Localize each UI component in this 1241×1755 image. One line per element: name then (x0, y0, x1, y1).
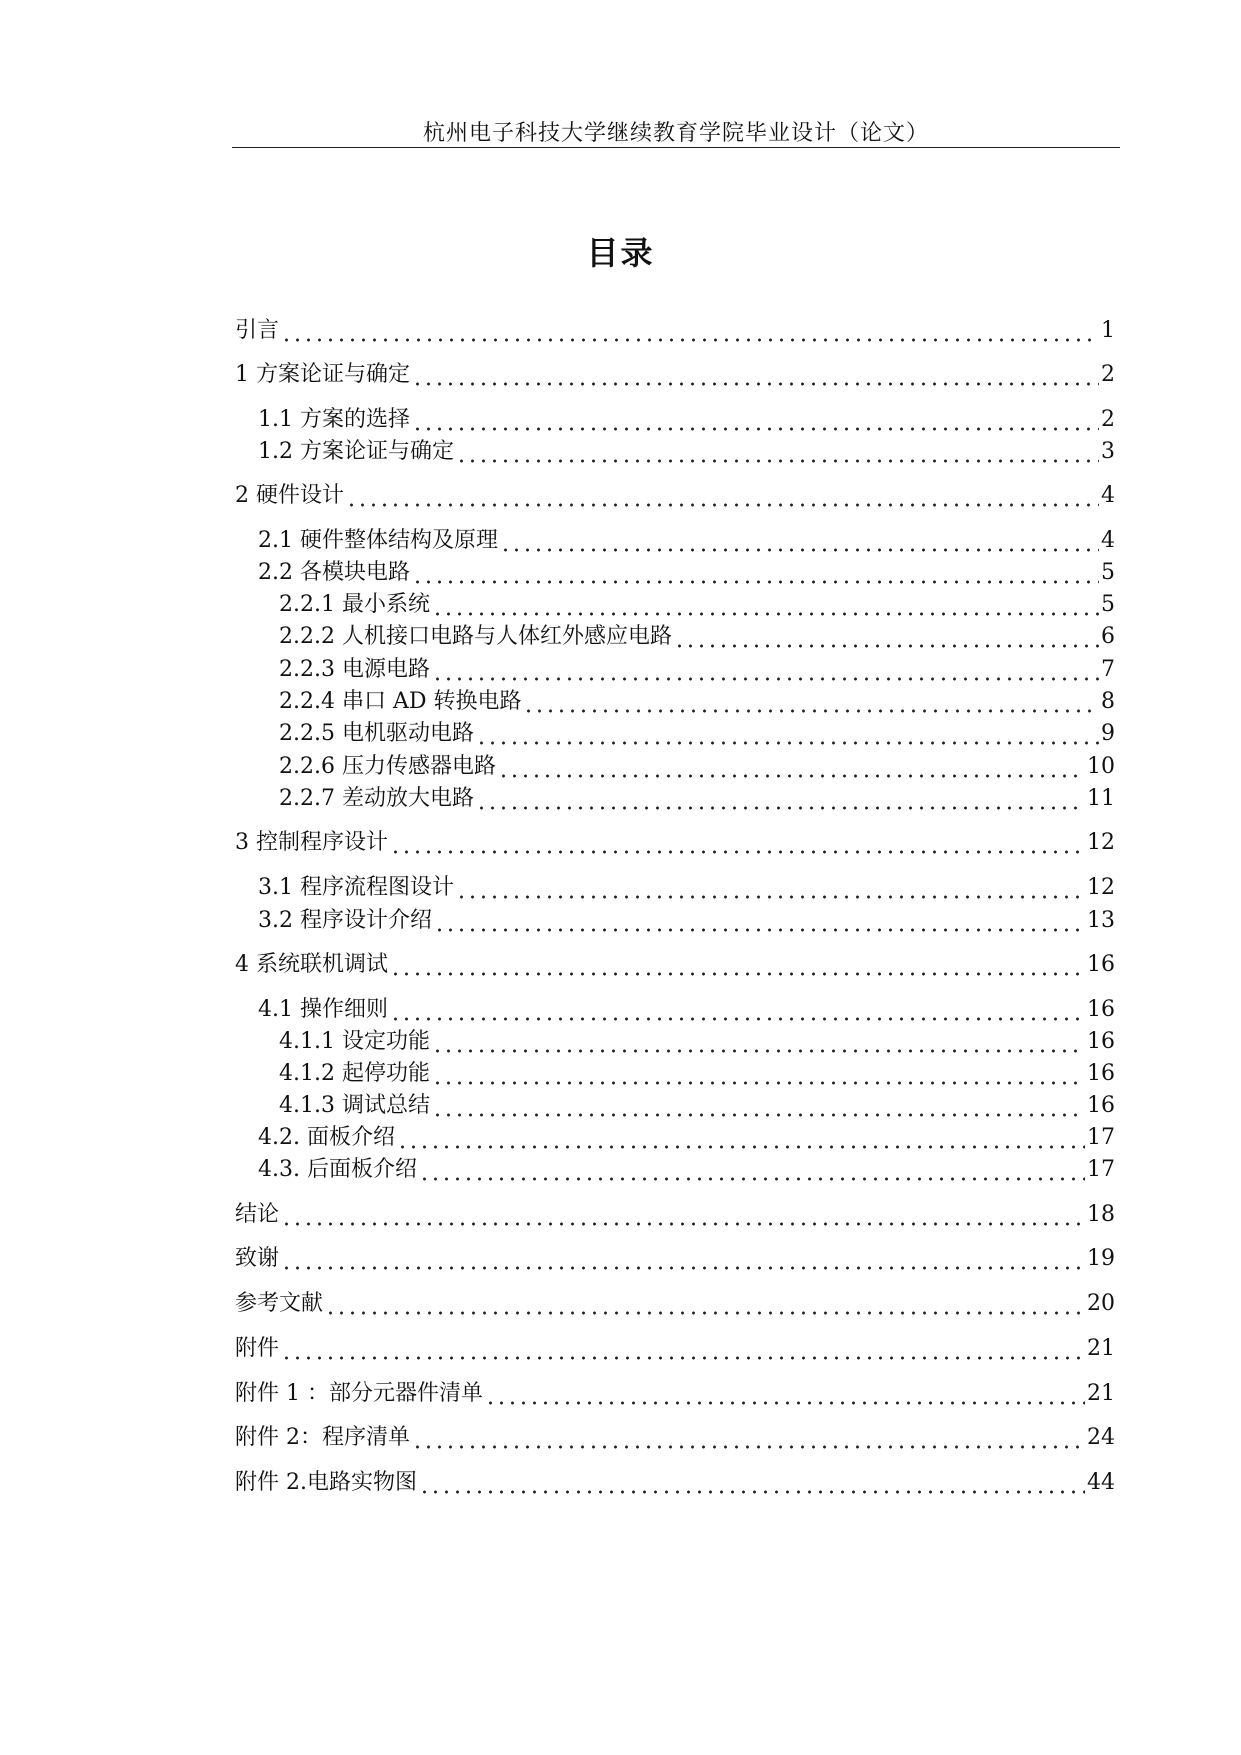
toc-entry[interactable] (235, 405, 1115, 435)
toc-dot-leader (476, 719, 1099, 749)
page-title: 目录 (586, 234, 655, 272)
toc-entry-label: 3 控制程序设计 (235, 830, 388, 855)
toc-entry-page: 12 (1087, 875, 1115, 900)
toc-entry-page: 18 (1087, 1202, 1115, 1227)
toc-dot-leader (390, 828, 1085, 858)
header-rule (232, 147, 1120, 148)
toc-entry-page: 5 (1101, 592, 1115, 617)
toc-entry[interactable] (235, 622, 1115, 652)
toc-dot-leader (500, 526, 1099, 556)
toc-dot-leader (432, 1027, 1085, 1057)
toc-entry[interactable] (235, 1059, 1115, 1089)
toc-entry-label: 4.2. 面板介绍 (258, 1125, 395, 1150)
toc-dot-leader (412, 558, 1099, 588)
toc-dot-leader (412, 405, 1099, 435)
toc-entry[interactable] (235, 1468, 1115, 1498)
toc-entry-label: 1.1 方案的选择 (258, 407, 410, 432)
toc-entry[interactable] (235, 1334, 1115, 1364)
toc-entry[interactable] (235, 1027, 1115, 1057)
toc-entry[interactable] (235, 1155, 1115, 1185)
toc-entry[interactable] (235, 526, 1115, 556)
toc-dot-leader (390, 950, 1085, 980)
toc-entry[interactable] (235, 995, 1115, 1025)
toc-entry[interactable] (235, 1244, 1115, 1274)
toc-dot-leader (397, 1123, 1085, 1153)
toc-entry-label: 2.2.5 电机驱动电路 (279, 721, 474, 746)
toc-entry-label: 2.2.2 人机接口电路与人体红外感应电路 (279, 624, 672, 649)
toc-entry-label: 3.2 程序设计介绍 (258, 908, 432, 933)
toc-entry[interactable] (235, 360, 1115, 390)
toc-entry-page: 20 (1087, 1291, 1115, 1316)
toc-entry-page: 11 (1087, 786, 1115, 811)
toc-entry[interactable] (235, 873, 1115, 903)
toc-entry-page: 4 (1101, 483, 1115, 508)
toc-entry-page: 44 (1087, 1470, 1115, 1495)
toc-entry-page: 16 (1087, 1061, 1115, 1086)
toc-entry-label: 2.2.1 最小系统 (279, 592, 430, 617)
toc-entry-label: 3.1 程序流程图设计 (258, 875, 454, 900)
toc-dot-leader (523, 687, 1099, 717)
toc-entry-page: 16 (1087, 1093, 1115, 1118)
toc-entry-label: 2.2.3 电源电路 (279, 657, 430, 682)
toc-entry[interactable] (235, 1123, 1115, 1153)
toc-entry-page: 2 (1101, 407, 1115, 432)
toc-entry-label: 2.1 硬件整体结构及原理 (258, 528, 498, 553)
toc-entry-label: 4.1.3 调试总结 (279, 1093, 430, 1118)
toc-entry-label: 4.1 操作细则 (258, 997, 388, 1022)
toc-entry-page: 9 (1101, 721, 1115, 746)
toc-dot-leader (485, 1379, 1085, 1409)
toc-entry-label: 附件 1 ：部分元器件清单 (235, 1381, 483, 1406)
toc-dot-leader (432, 590, 1099, 620)
toc-dot-leader (325, 1289, 1085, 1319)
toc-entry[interactable] (235, 828, 1115, 858)
toc-entry[interactable] (235, 1200, 1115, 1230)
toc-entry-page: 21 (1087, 1381, 1115, 1406)
toc-entry-label: 附件 2：程序清单 (235, 1425, 410, 1450)
toc-dot-leader (432, 1091, 1085, 1121)
toc-entry[interactable] (235, 558, 1115, 588)
toc-entry-page: 13 (1087, 908, 1115, 933)
toc-entry-page: 16 (1087, 952, 1115, 977)
toc-dot-leader (456, 873, 1085, 903)
toc-dot-leader (281, 1334, 1085, 1364)
toc-entry[interactable] (235, 752, 1115, 782)
toc-entry[interactable] (235, 784, 1115, 814)
toc-dot-leader (346, 481, 1099, 511)
toc-entry-label: 4.3. 后面板介绍 (258, 1157, 417, 1182)
toc-entry-label: 2.2 各模块电路 (258, 560, 410, 585)
running-header: 杭州电子科技大学继续教育学院毕业设计（论文） (422, 121, 929, 146)
toc-dot-leader (476, 784, 1085, 814)
toc-entry-page: 3 (1101, 439, 1115, 464)
toc-entry-page: 5 (1101, 560, 1115, 585)
toc-entry-label: 4.1.2 起停功能 (279, 1061, 430, 1086)
toc-entry[interactable] (235, 590, 1115, 620)
toc-entry-label: 2.2.6 压力传感器电路 (279, 754, 496, 779)
toc-entry[interactable] (235, 719, 1115, 749)
toc-entry-page: 17 (1087, 1157, 1115, 1182)
toc-entry-page: 7 (1101, 657, 1115, 682)
toc-dot-leader (419, 1155, 1085, 1185)
toc-entry[interactable] (235, 655, 1115, 685)
toc-dot-leader (674, 622, 1099, 652)
toc-entry-label: 致谢 (235, 1246, 280, 1271)
toc-dot-leader (434, 906, 1085, 936)
toc-entry[interactable] (235, 1289, 1115, 1319)
toc-entry[interactable] (235, 1379, 1115, 1409)
toc-entry[interactable] (235, 687, 1115, 717)
toc-entry-page: 17 (1087, 1125, 1115, 1150)
toc-entry-label: 1.2 方案论证与确定 (258, 439, 454, 464)
toc-entry-label: 附件 (235, 1336, 280, 1361)
toc-entry[interactable] (235, 1423, 1115, 1453)
toc-entry-page: 24 (1087, 1425, 1115, 1450)
toc-entry-page: 6 (1101, 624, 1115, 649)
toc-entry-page: 12 (1087, 830, 1115, 855)
toc-entry-page: 16 (1087, 1029, 1115, 1054)
toc-entry-page: 16 (1087, 997, 1115, 1022)
toc-entry-label: 参考文献 (235, 1291, 324, 1316)
toc-entry-page: 21 (1087, 1336, 1115, 1361)
toc-dot-leader (432, 655, 1099, 685)
toc-entry[interactable] (235, 316, 1115, 346)
toc-entry-page: 1 (1101, 318, 1115, 343)
toc-entry-label: 引言 (235, 318, 280, 343)
toc-dot-leader (281, 1244, 1085, 1274)
toc-entry-label: 2.2.4 串口 AD 转换电路 (279, 689, 522, 714)
toc-dot-leader (412, 360, 1099, 390)
toc-entry-page: 4 (1101, 528, 1115, 553)
toc-entry-page: 2 (1101, 362, 1115, 387)
toc-dot-leader (419, 1468, 1085, 1498)
toc-entry-label: 附件 2.电路实物图 (235, 1470, 417, 1495)
toc-entry-label: 4.1.1 设定功能 (279, 1029, 430, 1054)
toc-entry-label: 2 硬件设计 (235, 483, 344, 508)
toc-dot-leader (281, 316, 1099, 346)
toc-entry-label: 1 方案论证与确定 (235, 362, 410, 387)
toc-entry-page: 8 (1101, 689, 1115, 714)
toc-entry-label: 结论 (235, 1202, 280, 1227)
toc-entry[interactable] (235, 1091, 1115, 1121)
toc-entry-label: 4 系统联机调试 (235, 952, 388, 977)
toc-dot-leader (456, 437, 1099, 467)
toc-dot-leader (432, 1059, 1085, 1089)
toc-dot-leader (281, 1200, 1085, 1230)
toc-entry[interactable] (235, 906, 1115, 936)
toc-dot-leader (412, 1423, 1085, 1453)
toc-entry-page: 10 (1087, 754, 1115, 779)
toc-dot-leader (390, 995, 1085, 1025)
toc-entry[interactable] (235, 437, 1115, 467)
toc-entry-page: 19 (1087, 1246, 1115, 1271)
toc-entry[interactable] (235, 950, 1115, 980)
toc-entry[interactable] (235, 481, 1115, 511)
toc-entry-label: 2.2.7 差动放大电路 (279, 786, 474, 811)
toc-dot-leader (498, 752, 1085, 782)
